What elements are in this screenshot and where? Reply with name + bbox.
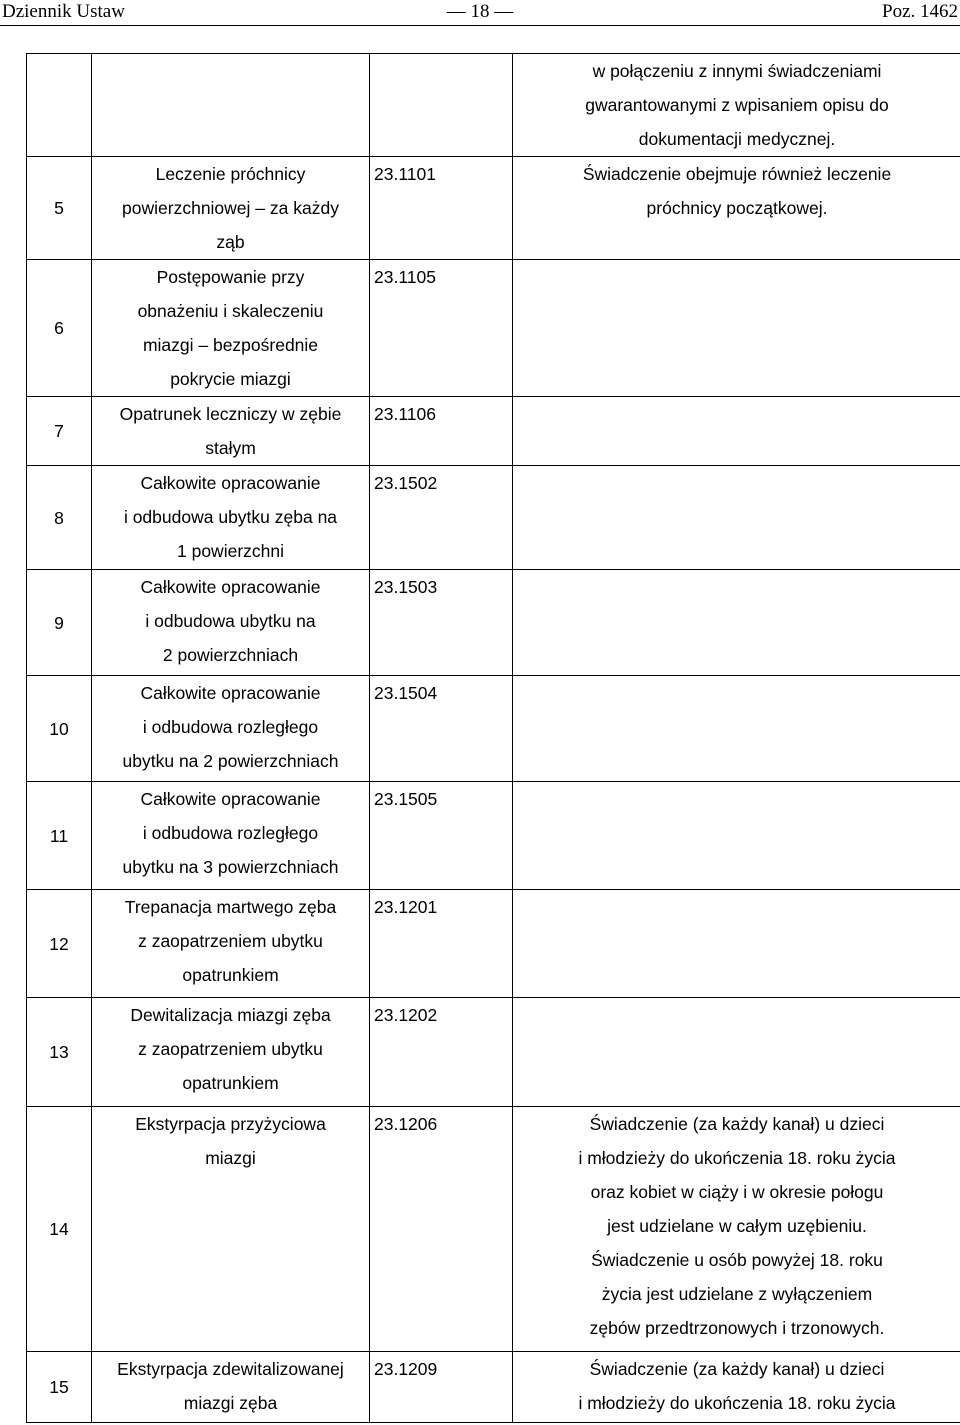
service-note-line: Świadczenie obejmuje również leczenie bbox=[582, 164, 892, 184]
procedure-code-text: 23.1201 bbox=[374, 897, 438, 917]
service-note bbox=[513, 157, 960, 260]
services-table-body bbox=[27, 54, 960, 1423]
procedure-code bbox=[370, 1107, 513, 1352]
table-row bbox=[27, 1107, 960, 1352]
service-name-line: obnażeniu i skaleczeniu bbox=[137, 301, 324, 321]
service-note-line: Świadczenie (za każdy kanał) u dzieci bbox=[589, 1359, 885, 1379]
table-row bbox=[27, 397, 960, 466]
procedure-code bbox=[370, 260, 513, 397]
journal-title: Dziennik Ustaw bbox=[2, 1, 125, 22]
table-row bbox=[27, 54, 960, 157]
services-table bbox=[26, 53, 960, 1423]
service-note bbox=[513, 998, 960, 1107]
service-name-line: Opatrunek leczniczy w zębie bbox=[119, 404, 342, 424]
service-name-line: Ekstyrpacja przyżyciowa bbox=[135, 1114, 326, 1134]
service-name-line: 1 powierzchni bbox=[177, 541, 284, 561]
service-name-line: Postępowanie przy bbox=[156, 267, 305, 287]
header-rule bbox=[0, 25, 960, 26]
service-note-line: Świadczenie (za każdy kanał) u dzieci bbox=[589, 1114, 885, 1134]
service-note-line: dokumentacji medycznej. bbox=[638, 129, 836, 149]
service-name-line: z zaopatrzeniem ubytku bbox=[138, 931, 323, 951]
service-name-line: i odbudowa rozległego bbox=[142, 717, 319, 737]
row-number: 8 bbox=[27, 466, 92, 570]
service-name bbox=[92, 466, 370, 570]
service-name-line: Całkowite opracowanie bbox=[140, 683, 321, 703]
table-row bbox=[27, 260, 960, 397]
service-name bbox=[92, 1107, 370, 1352]
row-number: 9 bbox=[27, 570, 92, 676]
row-number bbox=[27, 54, 92, 157]
position-number: Poz. 1462 bbox=[882, 1, 958, 22]
procedure-code bbox=[370, 157, 513, 260]
service-note bbox=[513, 890, 960, 998]
page-header bbox=[0, 0, 960, 26]
procedure-code-text: 23.1106 bbox=[374, 404, 436, 424]
table-row bbox=[27, 998, 960, 1107]
service-name-line: miazgi – bezpośrednie bbox=[142, 335, 319, 355]
service-name-line: Trepanacja martwego zęba bbox=[124, 897, 337, 917]
service-note bbox=[513, 1107, 960, 1352]
procedure-code-text: 23.1101 bbox=[374, 164, 436, 184]
service-note bbox=[513, 54, 960, 157]
table-row bbox=[27, 1352, 960, 1423]
row-number: 10 bbox=[27, 676, 92, 782]
service-name-line: powierzchniowej – za każdy bbox=[122, 198, 339, 218]
row-number: 5 bbox=[27, 157, 92, 260]
service-name-line: stałym bbox=[205, 438, 256, 458]
service-name-line: i odbudowa ubytku na bbox=[145, 611, 316, 631]
procedure-code-text: 23.1503 bbox=[374, 577, 438, 597]
service-name bbox=[92, 998, 370, 1107]
table-row bbox=[27, 676, 960, 782]
table-row bbox=[27, 157, 960, 260]
service-name-line: Dewitalizacja miazgi zęba bbox=[130, 1005, 331, 1025]
row-number: 13 bbox=[27, 998, 92, 1107]
procedure-code bbox=[370, 676, 513, 782]
procedure-code-text: 23.1504 bbox=[374, 683, 438, 703]
procedure-code-text: 23.1505 bbox=[374, 789, 438, 809]
service-name-line: i odbudowa ubytku zęba na bbox=[123, 507, 338, 527]
service-note-line: zębów przedtrzonowych i trzonowych. bbox=[589, 1318, 885, 1338]
procedure-code-text: 23.1105 bbox=[374, 267, 436, 287]
procedure-code-text: 23.1202 bbox=[374, 1005, 438, 1025]
service-name-line: Leczenie próchnicy bbox=[155, 164, 306, 184]
service-note-line: i młodzieży do ukończenia 18. roku życia bbox=[578, 1148, 896, 1168]
service-name bbox=[92, 157, 370, 260]
service-name bbox=[92, 1352, 370, 1423]
service-name-line: opatrunkiem bbox=[182, 1073, 279, 1093]
service-note-line: i młodzieży do ukończenia 18. roku życia bbox=[578, 1393, 896, 1413]
procedure-code bbox=[370, 570, 513, 676]
procedure-code bbox=[370, 54, 513, 157]
service-note bbox=[513, 397, 960, 466]
service-note bbox=[513, 782, 960, 890]
procedure-code bbox=[370, 1352, 513, 1423]
service-note bbox=[513, 1352, 960, 1423]
service-name bbox=[92, 54, 370, 157]
procedure-code bbox=[370, 397, 513, 466]
service-note-line: Świadczenie u osób powyżej 18. roku bbox=[591, 1250, 883, 1270]
service-name-line: Całkowite opracowanie bbox=[140, 577, 321, 597]
service-name-line: ubytku na 3 powierzchniach bbox=[122, 857, 339, 877]
row-number: 14 bbox=[27, 1107, 92, 1352]
table-row bbox=[27, 890, 960, 998]
procedure-code-text: 23.1209 bbox=[374, 1359, 438, 1379]
procedure-code-text: 23.1206 bbox=[374, 1114, 438, 1134]
procedure-code bbox=[370, 466, 513, 570]
table-row bbox=[27, 570, 960, 676]
service-name-line: miazgi bbox=[205, 1148, 256, 1168]
page-number: — 18 — bbox=[446, 1, 514, 22]
row-number: 12 bbox=[27, 890, 92, 998]
service-name-line: opatrunkiem bbox=[182, 965, 279, 985]
table-row bbox=[27, 466, 960, 570]
service-name-line: i odbudowa rozległego bbox=[142, 823, 319, 843]
service-name bbox=[92, 782, 370, 890]
row-number: 11 bbox=[27, 782, 92, 890]
procedure-code bbox=[370, 782, 513, 890]
service-name bbox=[92, 570, 370, 676]
service-note bbox=[513, 676, 960, 782]
service-note bbox=[513, 466, 960, 570]
service-note bbox=[513, 570, 960, 676]
service-name-line: Całkowite opracowanie bbox=[140, 473, 321, 493]
service-name-line: 2 powierzchniach bbox=[162, 645, 299, 665]
service-name-line: ubytku na 2 powierzchniach bbox=[122, 751, 339, 771]
service-name-line: Całkowite opracowanie bbox=[140, 789, 321, 809]
service-note-line: próchnicy początkowej. bbox=[646, 198, 828, 218]
service-note bbox=[513, 260, 960, 397]
service-name bbox=[92, 397, 370, 466]
service-name-line: z zaopatrzeniem ubytku bbox=[138, 1039, 323, 1059]
service-name bbox=[92, 676, 370, 782]
row-number: 7 bbox=[27, 397, 92, 466]
service-note-line: gwarantowanymi z wpisaniem opisu do bbox=[585, 95, 889, 115]
service-note-line: jest udzielane w całym uzębieniu. bbox=[607, 1216, 867, 1236]
table-row bbox=[27, 782, 960, 890]
service-note-line: życia jest udzielane z wyłączeniem bbox=[601, 1284, 873, 1304]
row-number: 6 bbox=[27, 260, 92, 397]
service-name-line: Ekstyrpacja zdewitalizowanej bbox=[117, 1359, 344, 1379]
procedure-code bbox=[370, 890, 513, 998]
service-name-line: pokrycie miazgi bbox=[170, 369, 291, 389]
service-name bbox=[92, 260, 370, 397]
procedure-code bbox=[370, 998, 513, 1107]
service-note-line: oraz kobiet w ciąży i w okresie połogu bbox=[590, 1182, 884, 1202]
procedure-code-text: 23.1502 bbox=[374, 473, 438, 493]
service-name bbox=[92, 890, 370, 998]
service-name-line: miazgi zęba bbox=[183, 1393, 278, 1413]
service-note-line: w połączeniu z innymi świadczeniami bbox=[592, 61, 882, 81]
row-number: 15 bbox=[27, 1352, 92, 1423]
service-name-line: ząb bbox=[216, 232, 245, 252]
